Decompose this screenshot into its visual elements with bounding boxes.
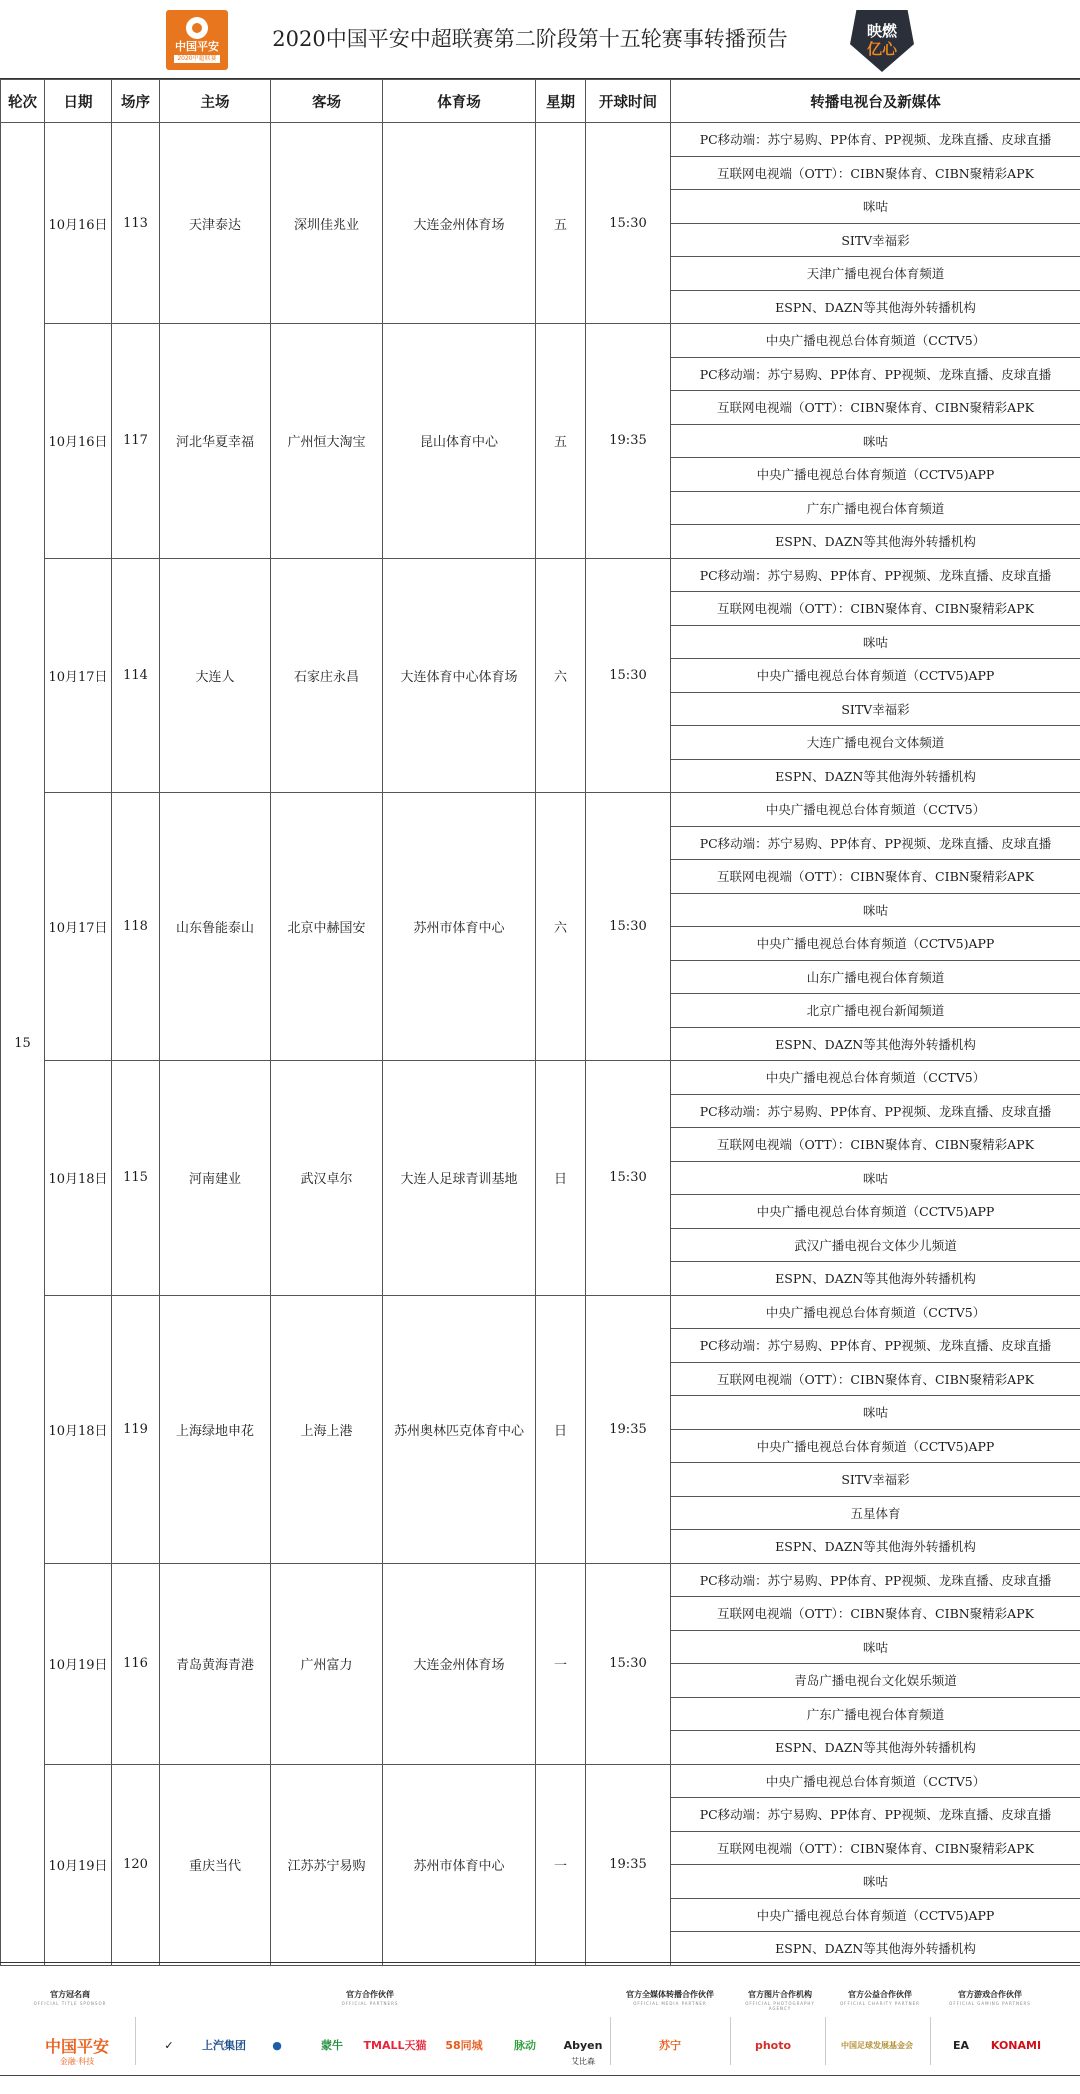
- date-cell: 10月19日: [45, 1764, 112, 1965]
- sponsor-divider: [730, 2017, 731, 2065]
- stadium-cell: 苏州市体育中心: [383, 1764, 536, 1965]
- sponsor-divider: [825, 2017, 826, 2065]
- weekday-cell: 一: [536, 1563, 586, 1764]
- sponsor-logo: 58同城: [445, 2039, 483, 2052]
- channel-cell: 中央广播电视总台体育频道（CCTV5)APP: [671, 1898, 1080, 1932]
- home-team-cell: 河南建业: [160, 1061, 271, 1296]
- match-no-cell: 120: [112, 1764, 160, 1965]
- sponsor-logo: 脉动: [514, 2039, 536, 2052]
- table-row: [1, 123, 1080, 157]
- sponsor-logo-subtext: 艾比森: [571, 2056, 595, 2066]
- channel-cell: 咪咕: [671, 893, 1080, 927]
- channel-cell: ESPN、DAZN等其他海外转播机构: [671, 1530, 1080, 1564]
- campaign-logo-line1: 映燃: [866, 22, 897, 40]
- channel-cell: 中央广播电视总台体育频道（CCTV5)APP: [671, 1195, 1080, 1229]
- sponsor-group-sublabel: OFFICIAL MEDIA PARTNER: [633, 2001, 707, 2006]
- channel-cell: PC移动端：苏宁易购、PP体育、PP视频、龙珠直播、皮球直播: [671, 558, 1080, 592]
- channel-cell: 互联网电视端（OTT）：CIBN聚体育、CIBN聚精彩APK: [671, 1362, 1080, 1396]
- match-no-cell: 114: [112, 558, 160, 793]
- sponsor-group-sublabel: OFFICIAL CHARITY PARTNER: [840, 2001, 920, 2006]
- channel-cell: 咪咕: [671, 1396, 1080, 1430]
- match-no-cell: 115: [112, 1061, 160, 1296]
- channel-cell: 中央广播电视总台体育频道（CCTV5）: [671, 1764, 1080, 1798]
- column-header: 客场: [271, 80, 383, 123]
- kickoff-time-cell: 15:30: [586, 1061, 671, 1296]
- channel-cell: 中央广播电视总台体育频道（CCTV5)APP: [671, 458, 1080, 492]
- csl-logo-text: 中国平安: [175, 40, 219, 53]
- away-team-cell: 上海上港: [271, 1295, 383, 1563]
- sponsor-logo: EA: [952, 2038, 970, 2052]
- channel-cell: 青岛广播电视台文化娱乐频道: [671, 1664, 1080, 1698]
- home-team-cell: 重庆当代: [160, 1764, 271, 1965]
- channel-cell: 中央广播电视总台体育频道（CCTV5）: [671, 793, 1080, 827]
- channel-cell: 咪咕: [671, 1161, 1080, 1195]
- sponsor-logo: KONAMI: [990, 2038, 1042, 2052]
- channel-cell: 北京广播电视台新闻频道: [671, 994, 1080, 1028]
- channel-cell: SITV幸福彩: [671, 223, 1080, 257]
- table-row: [1, 1295, 1080, 1329]
- sponsor-group-sublabel: OFFICIAL PHOTOGRAPHY AGENCY: [745, 2001, 815, 2011]
- sponsor-group-sublabel: OFFICIAL GAMING PARTNERS: [949, 2001, 1031, 2006]
- channel-cell: 中央广播电视总台体育频道（CCTV5）: [671, 1061, 1080, 1095]
- column-header: 日期: [45, 80, 112, 123]
- channel-cell: 广东广播电视台体育频道: [671, 491, 1080, 525]
- table-row: [1, 793, 1080, 827]
- column-header: 场序: [112, 80, 160, 123]
- header: [0, 0, 1080, 79]
- kickoff-time-cell: 19:35: [586, 324, 671, 559]
- channel-cell: SITV幸福彩: [671, 1463, 1080, 1497]
- channel-cell: 中央广播电视总台体育频道（CCTV5)APP: [671, 927, 1080, 961]
- weekday-cell: 日: [536, 1061, 586, 1296]
- channel-cell: ESPN、DAZN等其他海外转播机构: [671, 1027, 1080, 1061]
- table-row: [1, 1563, 1080, 1597]
- column-header: 星期: [536, 80, 586, 123]
- match-no-cell: 119: [112, 1295, 160, 1563]
- stadium-cell: 昆山体育中心: [383, 324, 536, 559]
- date-cell: 10月18日: [45, 1295, 112, 1563]
- sponsor-group-label: 官方游戏合作伙伴: [958, 1990, 1022, 1999]
- away-team-cell: 武汉卓尔: [271, 1061, 383, 1296]
- csl-logo: [166, 10, 228, 70]
- match-no-cell: 113: [112, 123, 160, 324]
- sponsor-logo: Abyen: [563, 2038, 603, 2052]
- stadium-cell: 苏州市体育中心: [383, 793, 536, 1061]
- sponsor-logo: TMALL天猫: [363, 2039, 427, 2052]
- channel-cell: 互联网电视端（OTT）：CIBN聚体育、CIBN聚精彩APK: [671, 391, 1080, 425]
- stadium-cell: 大连人足球青训基地: [383, 1061, 536, 1296]
- channel-cell: 广东广播电视台体育频道: [671, 1697, 1080, 1731]
- channel-cell: 咪咕: [671, 625, 1080, 659]
- date-cell: 10月16日: [45, 123, 112, 324]
- channel-cell: 互联网电视端（OTT）：CIBN聚体育、CIBN聚精彩APK: [671, 1128, 1080, 1162]
- channel-cell: 互联网电视端（OTT）：CIBN聚体育、CIBN聚精彩APK: [671, 592, 1080, 626]
- channel-cell: SITV幸福彩: [671, 692, 1080, 726]
- table-row: [1, 324, 1080, 358]
- weekday-cell: 一: [536, 1764, 586, 1965]
- table-row: [1, 558, 1080, 592]
- channel-cell: 五星体育: [671, 1496, 1080, 1530]
- sponsor-logo: 中国足球发展基金会: [841, 2040, 913, 2050]
- channel-cell: PC移动端：苏宁易购、PP体育、PP视频、龙珠直播、皮球直播: [671, 1563, 1080, 1597]
- sponsor-group-label: 官方公益合作伙伴: [848, 1990, 912, 1999]
- channel-cell: 天津广播电视台体育频道: [671, 257, 1080, 291]
- match-no-cell: 116: [112, 1563, 160, 1764]
- kickoff-time-cell: 15:30: [586, 793, 671, 1061]
- sponsor-group-sublabel: OFFICIAL TITLE SPONSOR: [33, 2001, 107, 2006]
- stadium-cell: 大连金州体育场: [383, 1563, 536, 1764]
- channel-cell: PC移动端：苏宁易购、PP体育、PP视频、龙珠直播、皮球直播: [671, 1329, 1080, 1363]
- channel-cell: ESPN、DAZN等其他海外转播机构: [671, 1731, 1080, 1765]
- home-team-cell: 天津泰达: [160, 123, 271, 324]
- channel-cell: 山东广播电视台体育频道: [671, 960, 1080, 994]
- csl-ball-icon: [186, 17, 208, 39]
- sponsor-logo: ●: [272, 2038, 282, 2052]
- away-team-cell: 深圳佳兆业: [271, 123, 383, 324]
- kickoff-time-cell: 15:30: [586, 1563, 671, 1764]
- column-header: 开球时间: [586, 80, 671, 123]
- weekday-cell: 五: [536, 324, 586, 559]
- channel-cell: PC移动端：苏宁易购、PP体育、PP视频、龙珠直播、皮球直播: [671, 123, 1080, 157]
- sponsor-logo: 中国平安: [44, 2036, 109, 2056]
- channel-cell: 互联网电视端（OTT）：CIBN聚体育、CIBN聚精彩APK: [671, 1831, 1080, 1865]
- channel-cell: 咪咕: [671, 1865, 1080, 1899]
- sponsor-logo-subtext: 金融·科技: [59, 2056, 95, 2066]
- channel-cell: 咪咕: [671, 424, 1080, 458]
- away-team-cell: 广州富力: [271, 1563, 383, 1764]
- home-team-cell: 上海绿地申花: [160, 1295, 271, 1563]
- date-cell: 10月16日: [45, 324, 112, 559]
- table-row: [1, 1061, 1080, 1095]
- column-header: 主场: [160, 80, 271, 123]
- home-team-cell: 河北华夏幸福: [160, 324, 271, 559]
- csl-logo-subtext: 2020中超联赛: [174, 55, 219, 63]
- sponsor-group-label: 官方冠名商: [50, 1990, 90, 1999]
- channel-cell: ESPN、DAZN等其他海外转播机构: [671, 290, 1080, 324]
- sponsor-divider: [610, 2017, 611, 2065]
- channel-cell: 中央广播电视总台体育频道（CCTV5）: [671, 1295, 1080, 1329]
- table-row: [1, 1764, 1080, 1798]
- date-cell: 10月19日: [45, 1563, 112, 1764]
- column-header: 转播电视台及新媒体: [671, 80, 1080, 123]
- weekday-cell: 五: [536, 123, 586, 324]
- channel-cell: PC移动端：苏宁易购、PP体育、PP视频、龙珠直播、皮球直播: [671, 1094, 1080, 1128]
- sponsor-bar: [0, 1962, 1080, 2094]
- sponsor-logo: photo: [754, 2038, 792, 2052]
- weekday-cell: 六: [536, 558, 586, 793]
- match-no-cell: 117: [112, 324, 160, 559]
- away-team-cell: 北京中赫国安: [271, 793, 383, 1061]
- sponsor-logo: 上汽集团: [202, 2039, 246, 2052]
- channel-cell: 中央广播电视总台体育频道（CCTV5）: [671, 324, 1080, 358]
- kickoff-time-cell: 19:35: [586, 1764, 671, 1965]
- page-title: 2020中国平安中超联赛第二阶段第十五轮赛事转播预告: [272, 27, 788, 51]
- match-no-cell: 118: [112, 793, 160, 1061]
- stadium-cell: 大连体育中心体育场: [383, 558, 536, 793]
- column-header: 体育场: [383, 80, 536, 123]
- channel-cell: 互联网电视端（OTT）：CIBN聚体育、CIBN聚精彩APK: [671, 156, 1080, 190]
- sponsor-divider: [930, 2017, 931, 2065]
- schedule-table: [0, 79, 1080, 1966]
- channel-cell: ESPN、DAZN等其他海外转播机构: [671, 759, 1080, 793]
- away-team-cell: 石家庄永昌: [271, 558, 383, 793]
- channel-cell: 互联网电视端（OTT）：CIBN聚体育、CIBN聚精彩APK: [671, 860, 1080, 894]
- channel-cell: ESPN、DAZN等其他海外转播机构: [671, 1262, 1080, 1296]
- sponsor-logo: 蒙牛: [321, 2039, 343, 2052]
- sponsor-group-label: 官方图片合作机构: [748, 1990, 812, 1999]
- table-header-row: [1, 80, 1080, 123]
- weekday-cell: 六: [536, 793, 586, 1061]
- date-cell: 10月18日: [45, 1061, 112, 1296]
- channel-cell: 咪咕: [671, 190, 1080, 224]
- sponsor-group-label: 官方全媒体转播合作伙伴: [626, 1990, 714, 1999]
- sponsor-group-label: 官方合作伙伴: [346, 1990, 394, 1999]
- kickoff-time-cell: 15:30: [586, 558, 671, 793]
- channel-cell: PC移动端：苏宁易购、PP体育、PP视频、龙珠直播、皮球直播: [671, 1798, 1080, 1832]
- date-cell: 10月17日: [45, 793, 112, 1061]
- sponsor-divider: [135, 2017, 136, 2065]
- column-header: 轮次: [1, 80, 45, 123]
- channel-cell: 中央广播电视总台体育频道（CCTV5)APP: [671, 659, 1080, 693]
- channel-cell: 大连广播电视台文体频道: [671, 726, 1080, 760]
- campaign-logo-line2: 亿心: [866, 40, 897, 58]
- channel-cell: 中央广播电视总台体育频道（CCTV5)APP: [671, 1429, 1080, 1463]
- away-team-cell: 广州恒大淘宝: [271, 324, 383, 559]
- home-team-cell: 大连人: [160, 558, 271, 793]
- channel-cell: PC移动端：苏宁易购、PP体育、PP视频、龙珠直播、皮球直播: [671, 826, 1080, 860]
- sponsor-logo: ✓: [164, 2038, 174, 2052]
- away-team-cell: 江苏苏宁易购: [271, 1764, 383, 1965]
- divider: [0, 2075, 1080, 2076]
- stadium-cell: 苏州奥林匹克体育中心: [383, 1295, 536, 1563]
- home-team-cell: 青岛黄海青港: [160, 1563, 271, 1764]
- channel-cell: ESPN、DAZN等其他海外转播机构: [671, 1932, 1080, 1966]
- date-cell: 10月17日: [45, 558, 112, 793]
- weekday-cell: 日: [536, 1295, 586, 1563]
- sponsor-logo: 苏宁: [659, 2039, 681, 2052]
- channel-cell: PC移动端：苏宁易购、PP体育、PP视频、龙珠直播、皮球直播: [671, 357, 1080, 391]
- channel-cell: 武汉广播电视台文体少儿频道: [671, 1228, 1080, 1262]
- home-team-cell: 山东鲁能泰山: [160, 793, 271, 1061]
- round-cell: 15: [1, 123, 45, 1966]
- kickoff-time-cell: 19:35: [586, 1295, 671, 1563]
- channel-cell: 互联网电视端（OTT）：CIBN聚体育、CIBN聚精彩APK: [671, 1597, 1080, 1631]
- campaign-logo: [850, 10, 914, 72]
- kickoff-time-cell: 15:30: [586, 123, 671, 324]
- stadium-cell: 大连金州体育场: [383, 123, 536, 324]
- sponsor-group-sublabel: OFFICIAL PARTNERS: [341, 2001, 399, 2006]
- channel-cell: ESPN、DAZN等其他海外转播机构: [671, 525, 1080, 559]
- channel-cell: 咪咕: [671, 1630, 1080, 1664]
